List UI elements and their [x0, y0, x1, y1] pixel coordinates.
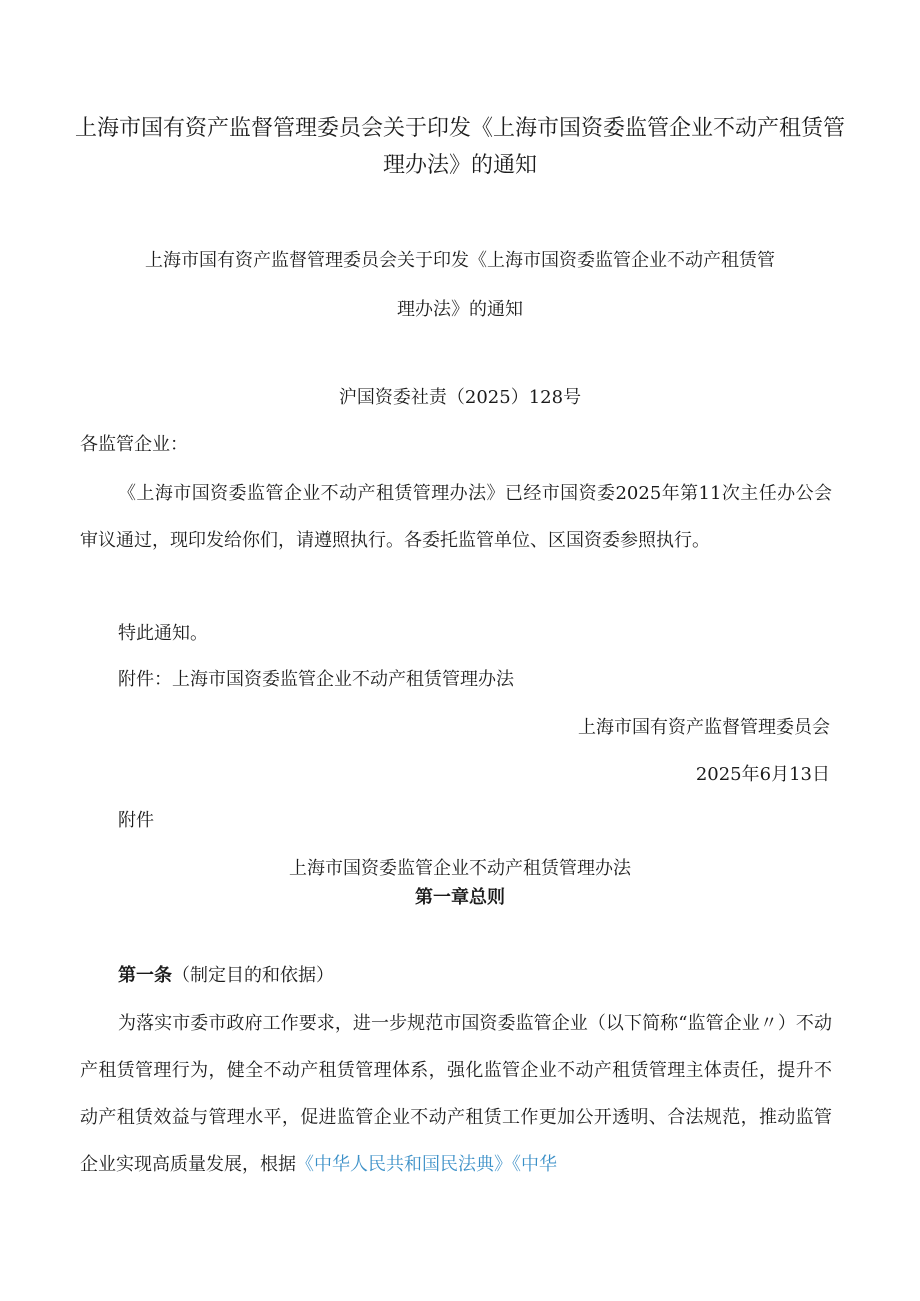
article-1-heading	[118, 961, 334, 987]
signature-organization: 上海市国有资产监督管理委员会	[578, 717, 830, 738]
salutation: 各监管企业：	[80, 434, 188, 455]
law-reference-link[interactable]: 《中华	[512, 1154, 557, 1175]
signature-date: 2025年6月13日	[695, 764, 830, 785]
attachment-label: 附件	[118, 810, 154, 831]
article-1-subject: （制定目的和依据）	[172, 965, 334, 986]
notice-title-line-2: 理办法》的通知	[397, 299, 523, 320]
article-1-label: 第一条	[118, 965, 172, 986]
notice-paragraph: 《上海市国资委监管企业不动产租赁管理办法》已经市国资委2025年第11次主任办公会审议通过，现印发给你们，请遵照执行。各委托监管单位、区国资委参照执行。	[80, 483, 832, 551]
closing-line: 特此通知。	[118, 623, 208, 644]
attachment-title: 上海市国资委监管企业不动产租赁管理办法	[289, 858, 631, 879]
chapter-title: 第一章总则	[415, 887, 505, 908]
document-number: 沪国资委社责（2025）128号	[338, 387, 582, 408]
notice-title-line-1: 上海市国有资产监督管理委员会关于印发《上海市国资委监管企业不动产租赁管	[145, 250, 775, 271]
page-title: 上海市国有资产监督管理委员会关于印发《上海市国资委监管企业不动产租赁管理办法》的通知	[74, 116, 845, 178]
article-1-text: 为落实市委市政府工作要求，进一步规范市国资委监管企业（以下简称“监管企业〃）不动产租赁管理行为，健全不动产租赁管理体系，强化监管企业不动产租赁管理主体责任，提升不动产租赁效益与管理水平，促进监管企业不动产租赁工作更加公开透明、合法规范，推动监管企业实现高质量发展，根据	[80, 1013, 832, 1175]
attachment-note: 附件：上海市国资委监管企业不动产租赁管理办法	[118, 669, 514, 690]
article-1-body	[80, 1000, 832, 1188]
civil-code-link[interactable]: 《中华人民共和国民法典》	[296, 1154, 512, 1175]
